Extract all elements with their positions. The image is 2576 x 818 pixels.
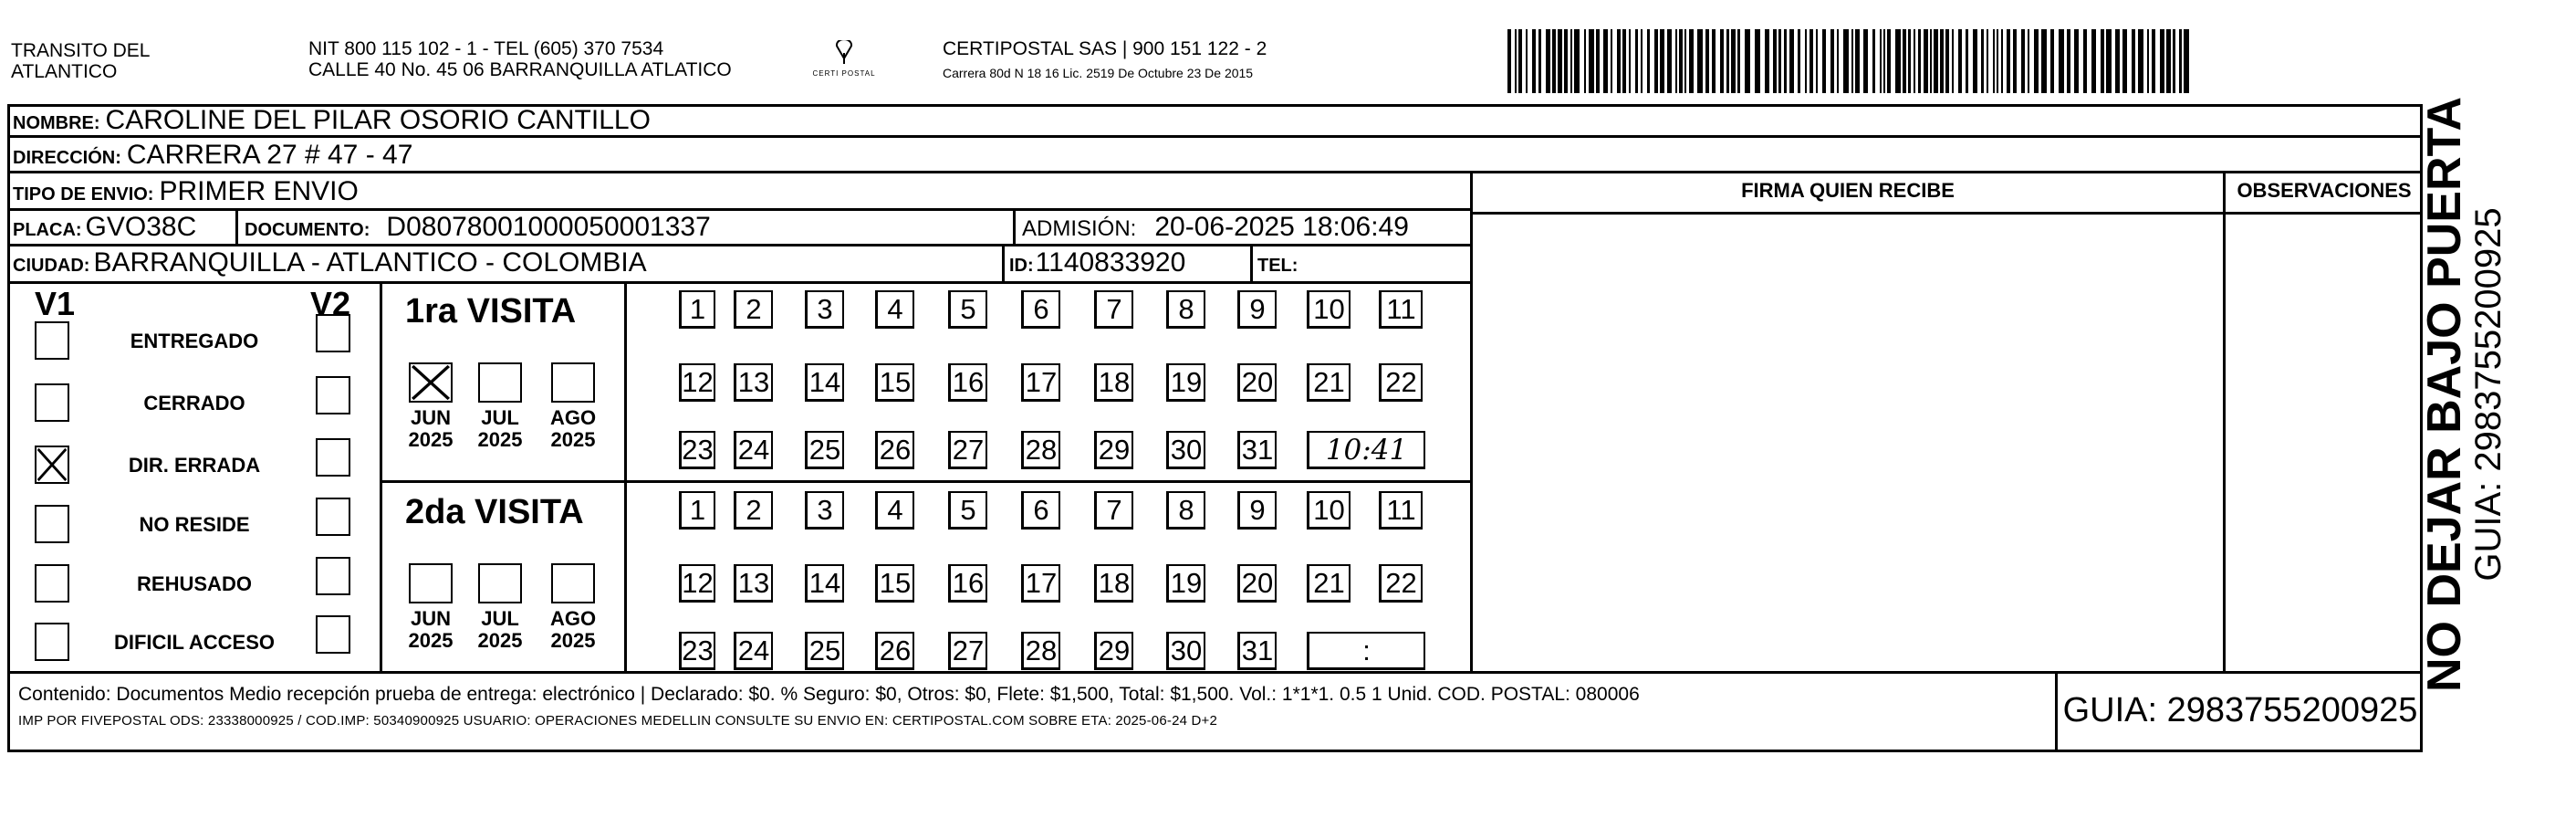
barcode-bar: [1778, 29, 1781, 93]
v1-label: V1: [35, 285, 76, 322]
barcode-bar: [1789, 29, 1794, 93]
barcode-bar: [1617, 29, 1621, 93]
visit-day-box[interactable]: 21: [1307, 564, 1351, 603]
barcode-bar: [1689, 29, 1694, 93]
barcode-bar: [2166, 29, 2171, 93]
barcode-bar: [1660, 29, 1664, 93]
visit-day-box[interactable]: 5: [948, 290, 987, 329]
documento-row: [245, 213, 711, 246]
documento-value: D08078001000050001337: [386, 212, 711, 242]
admision-row: [1022, 213, 1409, 246]
status-v2-checkbox[interactable]: [316, 376, 350, 414]
visit-day-box[interactable]: 16: [948, 363, 987, 402]
barcode-bar: [1675, 29, 1677, 93]
nombre-label: NOMBRE:: [13, 113, 100, 133]
barcode-bar: [1773, 29, 1777, 93]
status-v2-checkbox[interactable]: [316, 615, 350, 654]
visit-day-box[interactable]: 12: [679, 363, 715, 402]
status-v1-checkbox[interactable]: [35, 623, 69, 661]
address-row: [13, 141, 412, 174]
visit-day-box[interactable]: 19: [1166, 564, 1205, 603]
barcode-bar: [2067, 29, 2070, 93]
sender-info: NIT 800 115 102 - 1 - TEL (605) 370 7534 CALLE 40 No. 45 06 BARRANQUILLA ATLATICO: [308, 38, 732, 80]
imp-line: IMP POR FIVEPOSTAL ODS: 23338000925 / COD.IMP: 50340900925 USUARIO: OPERACIONES MEDELLIN CONSULTE SU ENVIO EN: CERTIPOSTAL.COM SOBRE ETA: 2025-06-24 D+2: [18, 713, 1218, 729]
barcode-bar: [1997, 29, 1998, 93]
barcode-bar: [1755, 29, 1760, 93]
visit-day-box[interactable]: 24: [734, 632, 773, 670]
barcode-bar: [1611, 29, 1612, 93]
status-v2-checkbox[interactable]: [316, 438, 350, 477]
barcode-bar: [1720, 29, 1724, 93]
barcode-bar: [2173, 29, 2175, 93]
visit-day-box[interactable]: 23: [679, 431, 715, 469]
visit-time-field[interactable]: :: [1307, 632, 1425, 670]
visit-day-box[interactable]: 14: [805, 564, 844, 603]
footer-guia: GUIA: 2983755200925: [2062, 691, 2418, 729]
firma-label: FIRMA QUIEN RECIBE: [1741, 179, 1955, 202]
documento-label: DOCUMENTO:: [245, 220, 370, 240]
barcode-bar: [1934, 29, 1938, 93]
visit-day-box[interactable]: 9: [1237, 290, 1277, 329]
barcode-bar: [2122, 29, 2127, 93]
visit-day-box[interactable]: 18: [1094, 564, 1133, 603]
status-v2-checkbox[interactable]: [316, 557, 350, 595]
id-value: 1140833920: [1035, 247, 1186, 278]
visit-month-label: JUL 2025: [477, 607, 523, 652]
visit-day-box[interactable]: 20: [1237, 564, 1277, 603]
courier-name: CERTIPOSTAL SAS | 900 151 122 - 2: [943, 38, 1267, 59]
visit-month-label: AGO 2025: [549, 406, 597, 451]
barcode-bar: [2074, 29, 2079, 93]
observaciones-label: OBSERVACIONES: [2237, 179, 2412, 202]
visit-day-box[interactable]: 9: [1237, 491, 1277, 530]
barcode-bar: [1798, 29, 1800, 93]
barcode-bar: [1515, 29, 1517, 93]
visit-day-box[interactable]: 18: [1094, 363, 1133, 402]
visit-day-box[interactable]: 8: [1166, 491, 1205, 530]
barcode-bar: [1570, 29, 1572, 93]
tipo-envio-label: TIPO DE ENVIO:: [13, 184, 154, 204]
barcode-bar: [1822, 29, 1826, 93]
visit-day-box[interactable]: 3: [805, 491, 844, 530]
status-v1-checkbox[interactable]: [35, 446, 69, 484]
visit-day-box[interactable]: 6: [1021, 290, 1060, 329]
barcode-bar: [1622, 29, 1626, 93]
barcode-bar: [1914, 29, 1915, 93]
visit-title: 1ra VISITA: [405, 292, 577, 330]
barcode-bar: [2034, 29, 2039, 93]
barcode-bar: [2083, 29, 2087, 93]
barcode-bar: [1918, 29, 1921, 93]
barcode-bar: [1843, 29, 1849, 93]
status-v1-checkbox[interactable]: [35, 383, 69, 422]
barcode-bar: [2179, 29, 2182, 93]
visit-day-box[interactable]: 27: [948, 632, 987, 670]
visit-day-box[interactable]: 29: [1094, 431, 1133, 469]
barcode-bar: [2013, 29, 2017, 93]
visit-day-box[interactable]: 1: [679, 491, 715, 530]
barcode-bar: [1745, 29, 1750, 93]
barcode-bar: [1667, 29, 1672, 93]
barcode-bar: [1731, 29, 1736, 93]
courier-license: Carrera 80d N 18 16 Lic. 2519 De Octubre 23 De 2015: [943, 66, 1254, 80]
visit-day-box[interactable]: 15: [875, 363, 914, 402]
visit-month-label: JUN 2025: [408, 607, 454, 652]
observations-area[interactable]: [2226, 215, 2423, 671]
barcode-bar: [1679, 29, 1683, 93]
barcode-bar: [2001, 29, 2003, 93]
barcode-bar: [2028, 29, 2029, 93]
barcode-bar: [2184, 29, 2189, 93]
certipostal-logo: CERTI POSTAL: [812, 40, 876, 86]
barcode-bar: [1726, 29, 1729, 93]
visit-day-box[interactable]: 17: [1021, 363, 1060, 402]
visit-day-box[interactable]: 20: [1237, 363, 1277, 402]
barcode-bar: [1805, 29, 1807, 93]
barcode-bar: [1697, 29, 1703, 93]
tel-row: [1257, 248, 1303, 282]
status-v2-checkbox[interactable]: [316, 314, 350, 352]
visit-day-box[interactable]: 16: [948, 564, 987, 603]
barcode-bar: [1518, 29, 1522, 93]
barcode-bar: [1705, 29, 1709, 93]
ciudad-row: [13, 248, 647, 282]
status-v1-checkbox[interactable]: [35, 564, 69, 603]
direccion-label: DIRECCIÓN:: [13, 148, 121, 168]
barcode-bar: [1872, 29, 1875, 93]
barcode-bar: [1966, 29, 1968, 93]
visit-day-box[interactable]: 1: [679, 290, 715, 329]
visit-day-box[interactable]: 10: [1307, 290, 1351, 329]
visit-month-checkbox[interactable]: [409, 362, 453, 403]
barcode-bar: [2138, 29, 2143, 93]
ciudad-value: BARRANQUILLA - ATLANTICO - COLOMBIA: [93, 247, 647, 278]
barcode-bar: [1987, 29, 1988, 93]
visit-day-box[interactable]: 4: [875, 491, 914, 530]
barcode-bar: [1684, 29, 1686, 93]
barcode-bar: [2132, 29, 2135, 93]
barcode-bar: [1973, 29, 1977, 93]
barcode-bar: [1552, 29, 1556, 93]
id-label: ID:: [1009, 256, 1034, 276]
barcode-bar: [1851, 29, 1853, 93]
barcode-bar: [2021, 29, 2025, 93]
barcode-bar: [1596, 29, 1600, 93]
barcode-bar: [2106, 29, 2112, 93]
barcode-bar: [1589, 29, 1594, 93]
visit-month-checkbox[interactable]: [478, 362, 522, 403]
placa-row: [13, 213, 196, 246]
status-label: CERRADO: [143, 392, 245, 414]
status-label: NO RESIDE: [139, 513, 250, 536]
recipient-address: CARRERA 27 # 47 - 47: [126, 140, 413, 170]
visit-day-box[interactable]: 28: [1021, 431, 1060, 469]
visit-month-checkbox[interactable]: [478, 563, 522, 603]
visit-day-box[interactable]: 29: [1094, 632, 1133, 670]
visit-day-box[interactable]: 26: [875, 632, 914, 670]
visit-month-label: JUL 2025: [477, 406, 523, 451]
status-label: REHUSADO: [137, 572, 252, 595]
barcode-bar: [1647, 29, 1650, 93]
barcode-bar: [1880, 29, 1882, 93]
barcode-bar: [1887, 29, 1891, 93]
barcode-bar: [1507, 29, 1511, 93]
visit-day-box[interactable]: 28: [1021, 632, 1060, 670]
visit-day-box[interactable]: 23: [679, 632, 715, 670]
barcode-bar: [1940, 29, 1944, 93]
tel-label: TEL:: [1257, 256, 1298, 276]
barcode-bar: [2091, 29, 2096, 93]
sender-name: TRANSITO DEL ATLANTICO: [11, 40, 151, 82]
visit-day-box[interactable]: 6: [1021, 491, 1060, 530]
visit-day-box[interactable]: 26: [875, 431, 914, 469]
barcode-bar: [1837, 29, 1839, 93]
no-dejar-bajo-puerta: NO DEJAR BAJO PUERTA: [2418, 96, 2471, 693]
status-label: ENTREGADO: [130, 330, 259, 352]
visit-day-box[interactable]: 30: [1166, 431, 1205, 469]
barcode-bar: [2152, 29, 2155, 93]
barcode-bar: [1635, 29, 1638, 93]
visit-month-checkbox[interactable]: [551, 362, 595, 403]
visit-month-label: JUN 2025: [408, 406, 454, 451]
recipient-name-row: [13, 106, 651, 140]
barcode-bar: [2101, 29, 2104, 93]
visit-day-box[interactable]: 22: [1379, 564, 1423, 603]
barcode-bar: [1816, 29, 1818, 93]
visit-time-field[interactable]: 10:41: [1307, 431, 1425, 469]
visit-day-box[interactable]: 25: [805, 431, 844, 469]
signature-area[interactable]: [1473, 215, 2223, 671]
visit-day-box[interactable]: 7: [1094, 290, 1133, 329]
side-guia: GUIA: 2983755200925: [2468, 207, 2508, 582]
visit-day-box[interactable]: 2: [734, 491, 773, 530]
visit-day-box[interactable]: 7: [1094, 491, 1133, 530]
visit-day-box[interactable]: 11: [1379, 290, 1423, 329]
barcode-bar: [1574, 29, 1580, 93]
shipment-type: PRIMER ENVIO: [159, 176, 359, 206]
barcode-bar: [1930, 29, 1932, 93]
status-v1-checkbox[interactable]: [35, 505, 69, 543]
barcode-bar: [1883, 29, 1885, 93]
visit-day-box[interactable]: 22: [1379, 363, 1423, 402]
visit-month-checkbox[interactable]: [551, 563, 595, 603]
barcode-bar: [1945, 29, 1949, 93]
barcode-bar: [2041, 29, 2047, 93]
barcode-bar: [1564, 29, 1568, 93]
shipment-type-row: [13, 177, 359, 211]
barcode-bar: [1993, 29, 1995, 93]
visit-day-box[interactable]: 17: [1021, 564, 1060, 603]
barcode-bar: [1924, 29, 1928, 93]
visit-month-checkbox[interactable]: [409, 563, 453, 603]
contenido-line: Contenido: Documentos Medio recepción prueba de entrega: electrónico | Declarado: $0. % Seguro: $0, Otros: $0, Flete: $1,500, Total: $1,500. Vol.: 1*1*1. 0.5 1 Unid. COD. POSTAL: 080006: [18, 684, 1640, 705]
visit-day-box[interactable]: 5: [948, 491, 987, 530]
visit-day-box[interactable]: 30: [1166, 632, 1205, 670]
barcode-bar: [1981, 29, 1984, 93]
barcode-bar: [1908, 29, 1911, 93]
barcode-bar: [1737, 29, 1740, 93]
status-label: DIFICIL ACCESO: [113, 631, 275, 654]
barcode-bar: [1895, 29, 1901, 93]
barcode-bar: [1784, 29, 1787, 93]
visit-day-box[interactable]: 13: [734, 564, 773, 603]
v2-label: V2: [310, 285, 351, 322]
visit-day-box[interactable]: 10: [1307, 491, 1351, 530]
barcode-bar: [2147, 29, 2149, 93]
visit-day-box[interactable]: 19: [1166, 363, 1205, 402]
barcode-bar: [1830, 29, 1834, 93]
barcode-bar: [2050, 29, 2054, 93]
visit-day-box[interactable]: 31: [1237, 431, 1277, 469]
visit-day-box[interactable]: 25: [805, 632, 844, 670]
ciudad-label: CIUDAD:: [13, 256, 90, 276]
status-label: DIR. ERRADA: [128, 454, 261, 477]
visit-day-box[interactable]: 14: [805, 363, 844, 402]
barcode-bar: [1603, 29, 1608, 93]
barcode-bar: [1538, 29, 1541, 93]
status-v2-checkbox[interactable]: [316, 498, 350, 536]
barcode: [1507, 29, 2194, 93]
barcode-bar: [1855, 29, 1860, 93]
barcode-bar: [1546, 29, 1550, 93]
id-row: [1009, 248, 1185, 282]
barcode-bar: [1958, 29, 1962, 93]
barcode-bar: [2007, 29, 2010, 93]
recipient-name: CAROLINE DEL PILAR OSORIO CANTILLO: [105, 105, 651, 135]
visit-day-box[interactable]: 4: [875, 290, 914, 329]
visit-day-box[interactable]: 12: [679, 564, 715, 603]
barcode-bar: [1654, 29, 1658, 93]
visit-day-box[interactable]: 31: [1237, 632, 1277, 670]
barcode-bar: [1629, 29, 1631, 93]
visit-day-box[interactable]: 3: [805, 290, 844, 329]
visit-month-label: AGO 2025: [549, 607, 597, 652]
visit-day-box[interactable]: 11: [1379, 491, 1423, 530]
barcode-bar: [1641, 29, 1643, 93]
visit-day-box[interactable]: 27: [948, 431, 987, 469]
barcode-bar: [1863, 29, 1868, 93]
visit-day-box[interactable]: 15: [875, 564, 914, 603]
visit-day-box[interactable]: 13: [734, 363, 773, 402]
visit-day-box[interactable]: 2: [734, 290, 773, 329]
barcode-bar: [1903, 29, 1906, 93]
placa-label: PLACA:: [13, 220, 82, 240]
barcode-bar: [2059, 29, 2064, 93]
barcode-bar: [1526, 29, 1528, 93]
barcode-bar: [2160, 29, 2164, 93]
visit-day-box[interactable]: 24: [734, 431, 773, 469]
barcode-bar: [1712, 29, 1716, 93]
admision-value: 20-06-2025 18:06:49: [1154, 212, 1409, 242]
barcode-bar: [2115, 29, 2120, 93]
barcode-bar: [1584, 29, 1586, 93]
visit-title: 2da VISITA: [405, 493, 584, 531]
barcode-bar: [1952, 29, 1954, 93]
barcode-bar: [1532, 29, 1536, 93]
admision-label: ADMISIÓN:: [1022, 216, 1137, 241]
visit-day-box[interactable]: 8: [1166, 290, 1205, 329]
placa-value: GVO38C: [85, 212, 197, 242]
barcode-bar: [1558, 29, 1562, 93]
barcode-bar: [1809, 29, 1813, 93]
visit-day-box[interactable]: 21: [1307, 363, 1351, 402]
status-v1-checkbox[interactable]: [35, 321, 69, 360]
barcode-bar: [1765, 29, 1769, 93]
